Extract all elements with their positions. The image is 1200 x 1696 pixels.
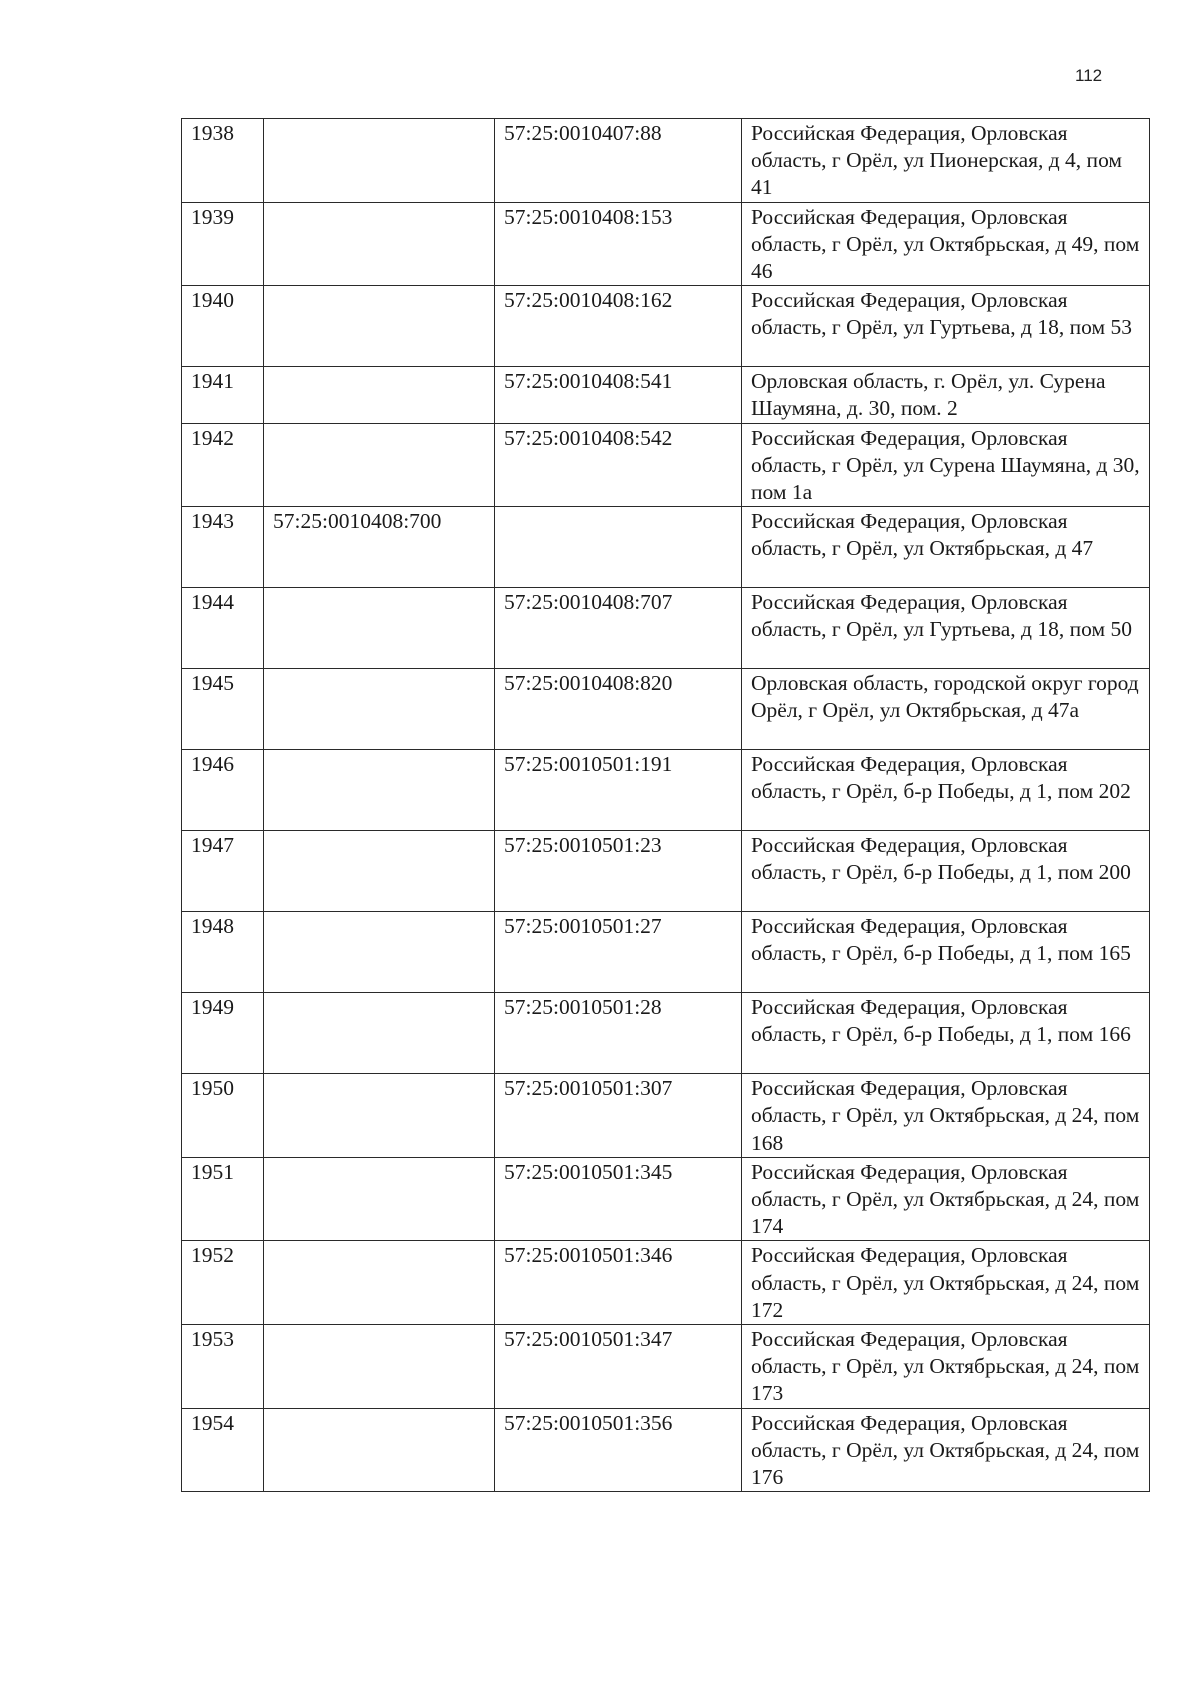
cadastral-number-premises: 57:25:0010501:27 [495,912,742,993]
address-cell: Российская Федерация, Орловская область, г Орёл, б-р Победы, д 1, пом 202 [742,750,1150,831]
table-row [182,1241,1150,1325]
table-row [182,202,1150,286]
cadastral-number-building [264,119,495,203]
cadastral-number-building [264,423,495,507]
row-number: 1952 [182,1241,264,1325]
cadastral-number-premises: 57:25:0010501:347 [495,1325,742,1409]
cadastral-number-premises: 57:25:0010501:307 [495,1074,742,1158]
row-number: 1939 [182,202,264,286]
row-number: 1945 [182,669,264,750]
cadastral-number-premises: 57:25:0010501:28 [495,993,742,1074]
cadastral-number-building [264,1325,495,1409]
address-cell: Российская Федерация, Орловская область, г Орёл, ул Октябрьская, д 24, пом 168 [742,1074,1150,1158]
cadastral-number-premises: 57:25:0010501:356 [495,1408,742,1492]
table-row [182,1325,1150,1409]
row-number: 1950 [182,1074,264,1158]
registry-table [181,118,1150,1492]
page-number: 112 [1075,66,1103,85]
table-row [182,1157,1150,1241]
cadastral-number-building [264,750,495,831]
table-row [182,367,1150,423]
cadastral-number-building [264,1157,495,1241]
table-row [182,831,1150,912]
row-number: 1951 [182,1157,264,1241]
address-cell: Российская Федерация, Орловская область, г Орёл, ул Октябрьская, д 24, пом 172 [742,1241,1150,1325]
cadastral-number-premises: 57:25:0010408:707 [495,588,742,669]
cadastral-number-premises [495,507,742,588]
cadastral-number-building [264,1408,495,1492]
table-row [182,1074,1150,1158]
table-row [182,993,1150,1074]
row-number: 1947 [182,831,264,912]
table-row [182,423,1150,507]
table-row [182,1408,1150,1492]
row-number: 1948 [182,912,264,993]
row-number: 1944 [182,588,264,669]
cadastral-number-building [264,912,495,993]
table-row [182,507,1150,588]
cadastral-number-building: 57:25:0010408:700 [264,507,495,588]
row-number: 1953 [182,1325,264,1409]
address-cell: Российская Федерация, Орловская область, г Орёл, б-р Победы, д 1, пом 165 [742,912,1150,993]
cadastral-number-premises: 57:25:0010501:23 [495,831,742,912]
cadastral-number-building [264,669,495,750]
cadastral-number-building [264,1241,495,1325]
row-number: 1941 [182,367,264,423]
address-cell: Российская Федерация, Орловская область, г Орёл, ул Октябрьская, д 47 [742,507,1150,588]
cadastral-number-premises: 57:25:0010407:88 [495,119,742,203]
table-row [182,912,1150,993]
address-cell: Российская Федерация, Орловская область, г Орёл, ул Октябрьская, д 24, пом 173 [742,1325,1150,1409]
address-cell: Российская Федерация, Орловская область, г Орёл, ул Октябрьская, д 24, пом 176 [742,1408,1150,1492]
address-cell: Орловская область, г. Орёл, ул. Сурена Шаумяна, д. 30, пом. 2 [742,367,1150,423]
address-cell: Российская Федерация, Орловская область, г Орёл, ул Гуртьева, д 18, пом 50 [742,588,1150,669]
cadastral-number-premises: 57:25:0010408:542 [495,423,742,507]
table-row [182,588,1150,669]
table-row [182,286,1150,367]
address-cell: Российская Федерация, Орловская область, г Орёл, ул Пионерская, д 4, пом 41 [742,119,1150,203]
cadastral-number-premises: 57:25:0010408:820 [495,669,742,750]
table-row [182,750,1150,831]
cadastral-number-building [264,286,495,367]
table-row [182,669,1150,750]
address-cell: Орловская область, городской округ город Орёл, г Орёл, ул Октябрьская, д 47а [742,669,1150,750]
cadastral-number-building [264,1074,495,1158]
row-number: 1942 [182,423,264,507]
cadastral-number-premises: 57:25:0010408:541 [495,367,742,423]
cadastral-number-building [264,831,495,912]
cadastral-number-building [264,202,495,286]
address-cell: Российская Федерация, Орловская область, г Орёл, ул Гуртьева, д 18, пом 53 [742,286,1150,367]
address-cell: Российская Федерация, Орловская область, г Орёл, б-р Победы, д 1, пом 200 [742,831,1150,912]
row-number: 1940 [182,286,264,367]
row-number: 1938 [182,119,264,203]
cadastral-number-premises: 57:25:0010408:162 [495,286,742,367]
cadastral-number-building [264,367,495,423]
address-cell: Российская Федерация, Орловская область, г Орёл, ул Октябрьская, д 49, пом 46 [742,202,1150,286]
cadastral-number-premises: 57:25:0010501:345 [495,1157,742,1241]
row-number: 1943 [182,507,264,588]
row-number: 1954 [182,1408,264,1492]
table-row [182,119,1150,203]
cadastral-number-building [264,588,495,669]
registry-table-body [182,119,1150,1492]
cadastral-number-premises: 57:25:0010501:346 [495,1241,742,1325]
address-cell: Российская Федерация, Орловская область, г Орёл, ул Октябрьская, д 24, пом 174 [742,1157,1150,1241]
cadastral-number-building [264,993,495,1074]
cadastral-number-premises: 57:25:0010408:153 [495,202,742,286]
address-cell: Российская Федерация, Орловская область, г Орёл, ул Сурена Шаумяна, д 30, пом 1а [742,423,1150,507]
cadastral-number-premises: 57:25:0010501:191 [495,750,742,831]
row-number: 1946 [182,750,264,831]
row-number: 1949 [182,993,264,1074]
address-cell: Российская Федерация, Орловская область, г Орёл, б-р Победы, д 1, пом 166 [742,993,1150,1074]
